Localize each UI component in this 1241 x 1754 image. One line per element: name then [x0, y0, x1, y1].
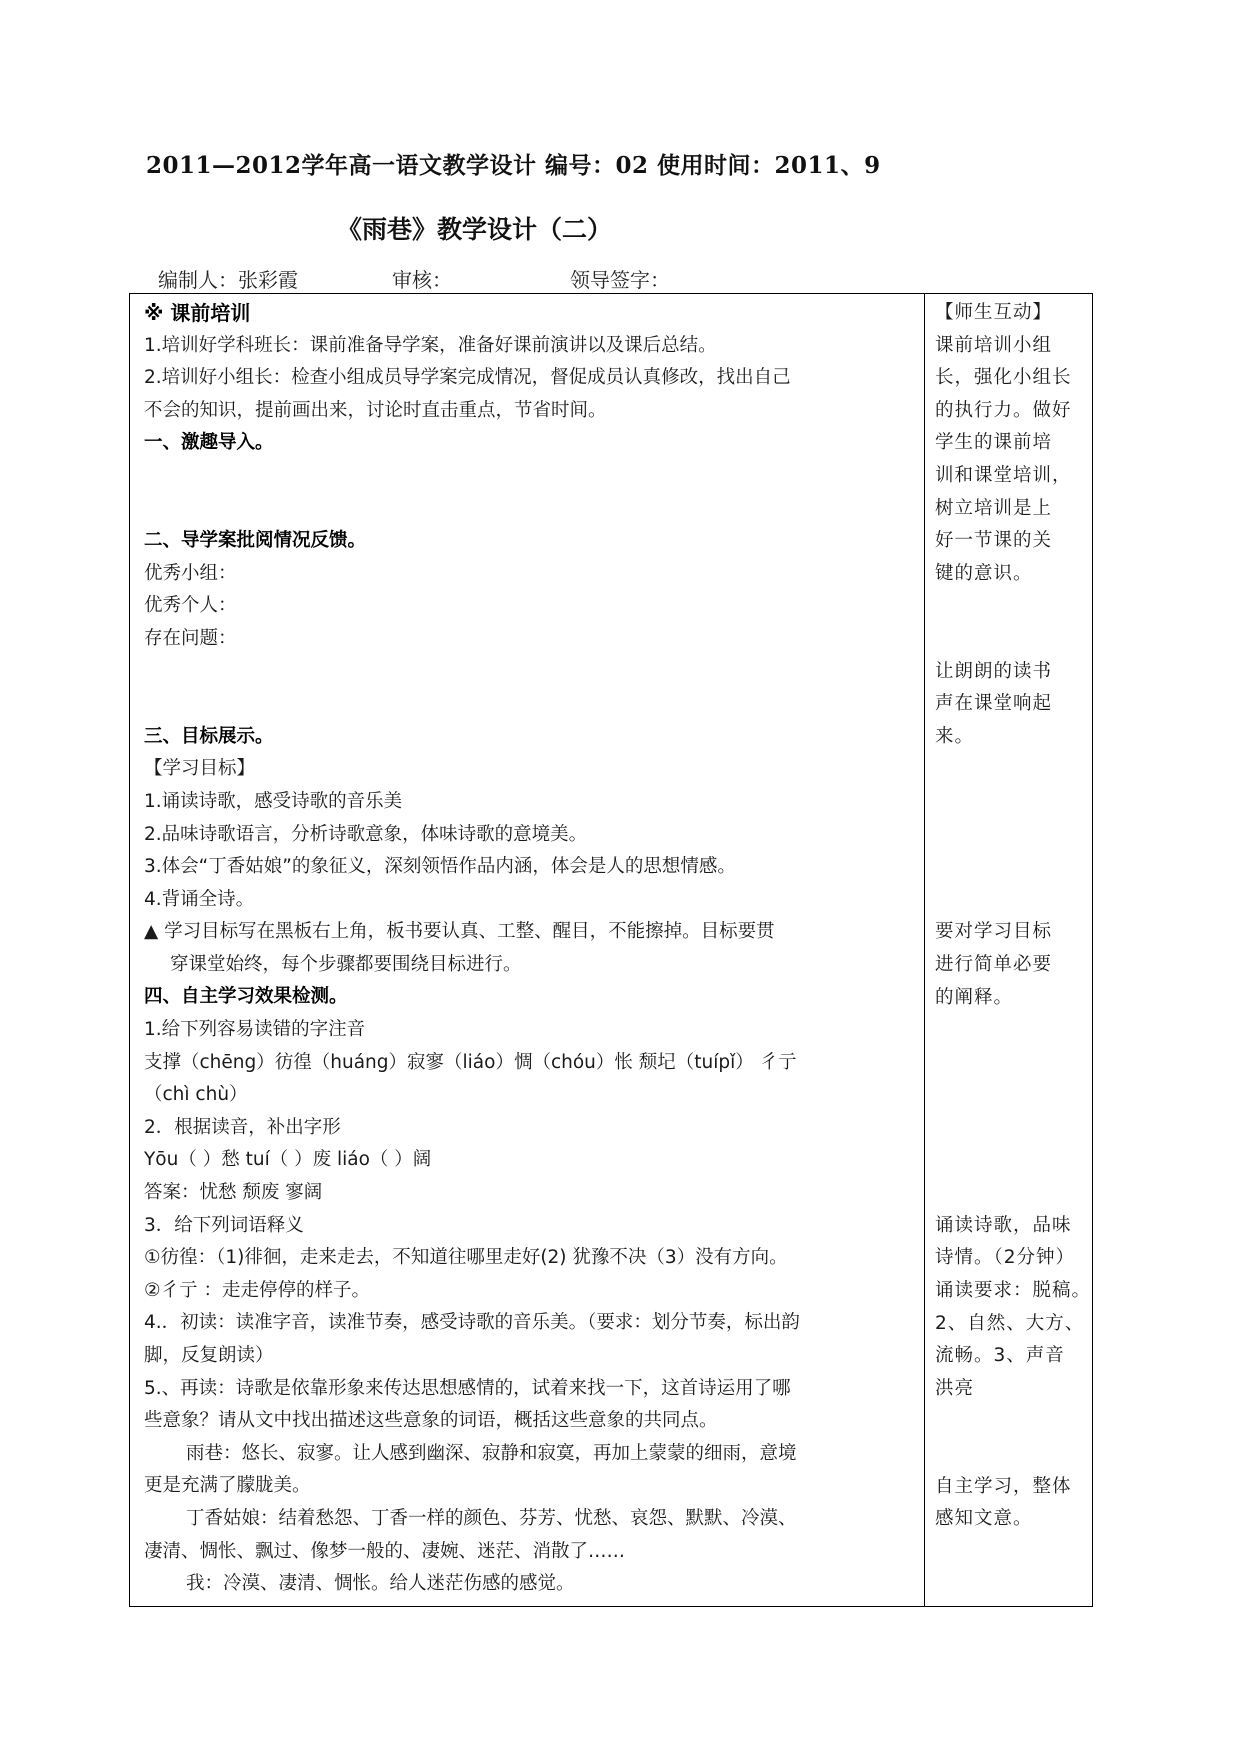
interaction-note-line: 让朗朗的读书: [935, 660, 1053, 682]
blank-line: [144, 656, 916, 689]
section-heading: ※ 课前培训: [144, 301, 251, 325]
content-line: Yōu（ ）愁 tuí（ ）废 liáo（ ）阔: [144, 1149, 432, 1171]
interaction-note: [935, 1210, 1092, 1406]
content-line: 丁香姑娘：结着愁怨、丁香一样的颜色、芬芳、忧愁、哀怨、默默、冷漠、: [186, 1507, 797, 1529]
interaction-note-line: 学生的课前培: [935, 432, 1053, 454]
interaction-note-line: 要对学习目标: [935, 921, 1053, 943]
content-line: 2.培训好小组长：检查小组成员导学案完成情况，督促成员认真修改，找出自己: [144, 367, 791, 389]
interaction-note-line: 诗情。（2分钟）: [935, 1247, 1076, 1269]
content-line: 3.体会“丁香姑娘”的象征义，深刻领悟作品内涵，体会是人的思想情感。: [144, 856, 736, 878]
interaction-note: [935, 656, 1086, 754]
interaction-note-line: 诵读诗歌，品味: [935, 1214, 1072, 1236]
content-line: 1.给下列容易读错的字注音: [144, 1019, 366, 1041]
section-heading: 一、激趣导入。: [144, 432, 274, 454]
interaction-note-line: 流畅。3、声音: [935, 1345, 1065, 1367]
interaction-note-line: 来。: [935, 725, 975, 747]
content-line: 答案：忧愁 颓废 寥阔: [144, 1182, 323, 1204]
leader-signature-label: 领导签字：: [570, 268, 670, 292]
content-line: 优秀小组：: [144, 562, 237, 584]
content-line: 脚，反复朗读）: [144, 1345, 274, 1366]
content-line: 更是充满了朦胧美。: [144, 1475, 311, 1497]
interaction-note-line: 感知文意。: [935, 1508, 1033, 1530]
interaction-note-line: 声在课堂响起: [935, 693, 1053, 715]
content-line: 2．根据读音，补出字形: [144, 1116, 341, 1138]
interaction-note-line: 诵读要求：脱稿。: [935, 1279, 1092, 1301]
interaction-note-line: 的执行力。做好: [935, 399, 1072, 421]
content-line: 3．给下列词语释义: [144, 1214, 304, 1236]
content-line: 支撑（chēng）彷徨（huáng）寂寥（liáo）惆（chóu）怅 颓圮（tuípǐ） 彳亍: [144, 1051, 797, 1073]
interaction-note: [935, 1471, 1086, 1536]
blank-line: [144, 688, 916, 721]
interaction-note-line: 的阐释。: [935, 986, 1014, 1008]
content-line: 优秀个人：: [144, 595, 237, 617]
signoff-row: [158, 264, 1058, 292]
interaction-note-line: 好一节课的关: [935, 530, 1053, 552]
content-line: 些意象？请从文中找出描述这些意象的词语，概括这些意象的共同点。: [144, 1410, 718, 1432]
interaction-note-line: 长，强化小组长: [935, 367, 1072, 389]
interaction-note-line: 自主学习，整体: [935, 1475, 1072, 1497]
content-line: 【学习目标】: [144, 758, 256, 780]
interaction-note-line: 课前培训小组: [935, 334, 1053, 356]
content-line: 我：冷漠、凄清、惆怅。给人迷茫伤感的感觉。: [186, 1573, 575, 1595]
content-line: 穿课堂始终，每个步骤都要围绕目标进行。: [170, 953, 522, 975]
interaction-note-line: 键的意识。: [935, 562, 1033, 584]
content-line: 存在问题：: [144, 627, 237, 649]
section-heading: 四、自主学习效果检测。: [144, 986, 348, 1008]
content-line: ▲ 学习目标写在黑板右上角，板书要认真、工整、醒目，不能擦掉。目标要贯: [144, 921, 775, 943]
content-line: 4.背诵全诗。: [144, 888, 255, 910]
content-line: 2.品味诗歌语言，分析诗歌意象，体味诗歌的意境美。: [144, 823, 588, 845]
author-label: 编制人：张彩霞: [158, 268, 298, 292]
review-label: 审核：: [392, 268, 452, 292]
content-line: ①彷徨：（1)徘徊，走来走去，不知道往哪里走好(2) 犹豫不决（3）没有方向。: [144, 1247, 788, 1269]
interaction-note-line: 进行简单必要: [935, 953, 1053, 975]
page-header: 2011—2012学年高一语文教学设计 编号：02 使用时间：2011、9: [146, 152, 881, 179]
content-line: 凄清、惆怅、飘过、像梦一般的、凄婉、迷茫、消散了……: [144, 1540, 626, 1562]
content-line: 1.培训好学科班长：课前准备导学案，准备好课前演讲以及课后总结。: [144, 334, 717, 356]
section-heading: 三、目标展示。: [144, 725, 274, 747]
content-line: 不会的知识，提前画出来，讨论时直击重点，节省时间。: [144, 399, 607, 421]
interaction-note-line: 树立培训是上: [935, 497, 1053, 519]
content-line: 4.．初读：读准字音，读准节奏，感受诗歌的音乐美。（要求：划分节奏，标出韵: [144, 1312, 800, 1334]
lesson-plan-table: [129, 293, 1093, 1607]
content-line: 1.诵读诗歌，感受诗歌的音乐美: [144, 790, 403, 812]
content-line: 5.、再读：诗歌是依靠形象来传达思想感情的，试着来找一下，这首诗运用了哪: [144, 1377, 791, 1399]
content-line: 雨巷：悠长、寂寥。让人感到幽深、寂静和寂寞，再加上蒙蒙的细雨，意境: [186, 1442, 797, 1464]
content-line: ②彳亍 ：走走停停的样子。: [144, 1279, 370, 1301]
interaction-note-line: 【师生互动】: [935, 302, 1053, 323]
teacher-student-interaction-cell: [925, 294, 1092, 1606]
interaction-note: [935, 916, 1086, 1014]
section-heading: 二、导学案批阅情况反馈。: [144, 530, 367, 552]
document-title: 《雨巷》教学设计（二）: [337, 215, 613, 244]
blank-line: [144, 493, 916, 526]
interaction-note-line: 洪亮: [935, 1377, 975, 1399]
interaction-note: [935, 297, 1086, 590]
interaction-note-line: 2、自然、大方、: [935, 1312, 1085, 1334]
content-line: （chì chù）: [144, 1084, 248, 1106]
blank-line: [144, 460, 916, 493]
interaction-note-line: 训和课堂培训，: [935, 464, 1072, 486]
lesson-content-cell: [130, 294, 925, 1606]
